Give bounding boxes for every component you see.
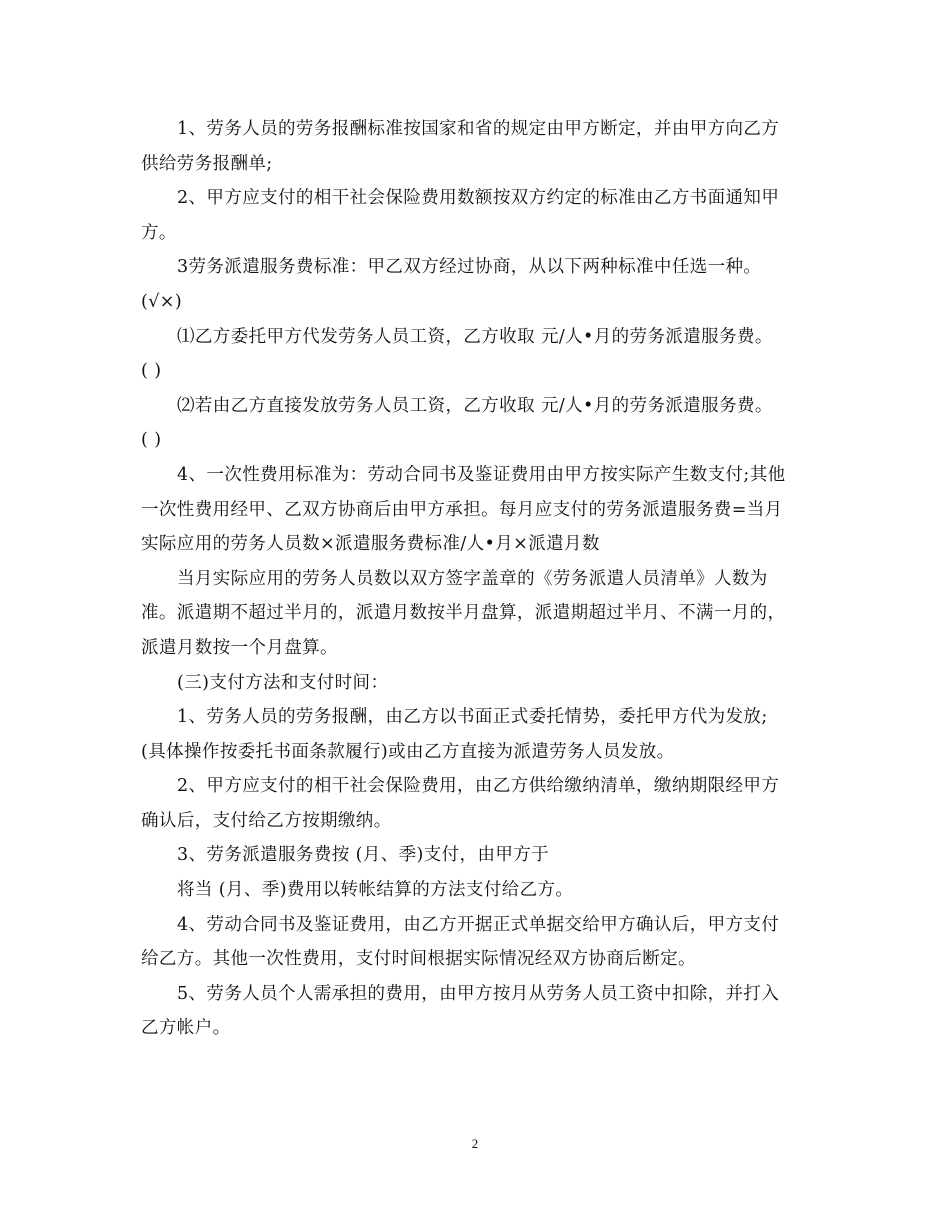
paragraph-line: 当月实际应用的劳务人员数以双方签字盖章的《劳务派遣人员清单》人数为	[177, 568, 768, 589]
document-body	[141, 112, 813, 1046]
paragraph-line: ⑴乙方委托甲方代发劳务人员工资，乙方收取 元/人•月的劳务派遣服务费。	[177, 326, 773, 347]
paragraph-13	[141, 908, 813, 977]
paragraph-line: 3、劳务派遣服务费按 (月、季)支付，由甲方于	[177, 845, 550, 866]
paragraph-12	[141, 873, 813, 908]
paragraph-line: (√×)	[141, 291, 183, 312]
paragraph-line: 4、劳动合同书及鉴证费用，由乙方开据正式单据交给甲方确认后，甲方支付	[177, 914, 780, 935]
paragraph-line: 乙方帐户。	[141, 1018, 231, 1039]
paragraph-line: 2、甲方应支付的相干社会保险费用，由乙方供给缴纳清单，缴纳期限经甲方	[177, 776, 780, 797]
paragraph-2	[141, 181, 813, 250]
paragraph-5	[141, 389, 813, 458]
paragraph-10	[141, 769, 813, 838]
paragraph-line: 供给劳务报酬单;	[141, 153, 273, 174]
page-number: 2	[471, 1136, 479, 1151]
paragraph-line: 方。	[141, 222, 177, 243]
paragraph-7	[141, 562, 813, 666]
paragraph-line: ( )	[141, 430, 162, 451]
paragraph-line: ( )	[141, 361, 162, 382]
paragraph-line: 一次性费用经甲、乙双方协商后由甲方承担。每月应支付的劳务派遣服务费=当月	[141, 499, 783, 520]
paragraph-line: 确认后，支付给乙方按期缴纳。	[141, 810, 392, 831]
section-heading-payment	[141, 666, 813, 701]
paragraph-4	[141, 320, 813, 389]
paragraph-line: 准。派遣期不超过半月的，派遣月数按半月盘算，派遣期超过半月、不满一月的，	[141, 603, 786, 624]
paragraph-11	[141, 838, 813, 873]
paragraph-line: 实际应用的劳务人员数×派遣服务费标准/人•月×派遣月数	[141, 534, 600, 555]
paragraph-line: 3劳务派遣服务费标准：甲乙双方经过协商，从以下两种标准中任选一种。	[177, 257, 762, 278]
paragraph-14	[141, 977, 813, 1046]
paragraph-6	[141, 458, 813, 562]
paragraph-9	[141, 700, 813, 769]
paragraph-line: 1、劳务人员的劳务报酬，由乙方以书面正式委托情势，委托甲方代为发放;	[177, 707, 768, 728]
paragraph-line: 给乙方。其他一次性费用，支付时间根据实际情况经双方协商后断定。	[141, 949, 696, 970]
paragraph-line: 5、劳务人员个人需承担的费用，由甲方按月从劳务人员工资中扣除，并打入	[177, 983, 780, 1004]
paragraph-line: 1、劳务人员的劳务报酬标准按国家和省的规定由甲方断定，并由甲方向乙方	[177, 119, 780, 139]
paragraph-line: ⑵若由乙方直接发放劳务人员工资，乙方收取 元/人•月的劳务派遣服务费。	[177, 395, 773, 416]
paragraph-line: 4、一次性费用标准为：劳动合同书及鉴证费用由甲方按实际产生数支付;其他	[177, 464, 786, 485]
paragraph-line: 派遣月数按一个月盘算。	[141, 637, 338, 658]
paragraph-3	[141, 250, 813, 319]
paragraph-line: 2、甲方应支付的相干社会保险费用数额按双方约定的标准由乙方书面通知甲	[177, 188, 780, 209]
paragraph-line: (具体操作按委托书面条款履行)或由乙方直接为派遣劳务人员发放。	[141, 741, 675, 762]
paragraph-line: 将当 (月、季)费用以转帐结算的方法支付给乙方。	[177, 880, 574, 901]
paragraph-line: (三)支付方法和支付时间：	[177, 672, 389, 693]
paragraph-1	[141, 112, 813, 181]
